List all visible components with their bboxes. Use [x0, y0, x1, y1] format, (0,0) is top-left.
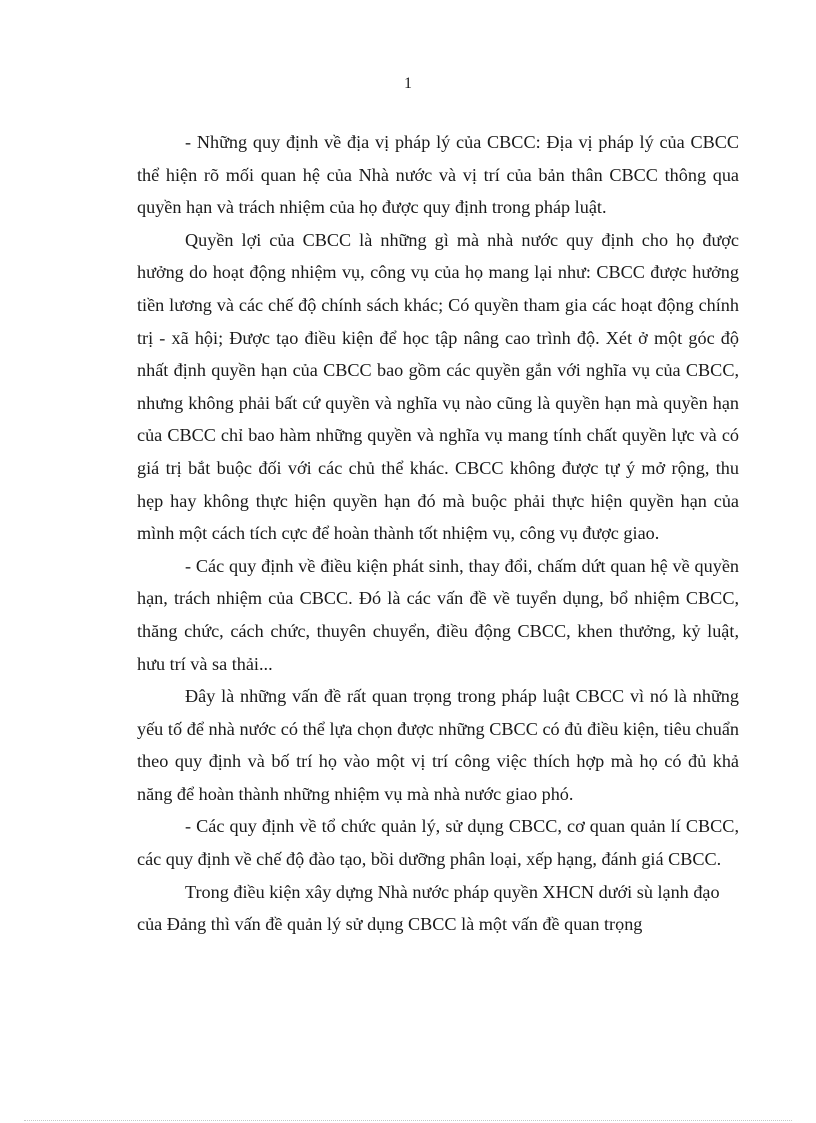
page-number: 1 [404, 75, 412, 92]
paragraph-importance: Đây là những vấn đề rất quan trọng trong pháp luật CBCC vì nó là những yếu tố để nhà nước có thể lựa chọn được những CBCC có đủ điều kiện, tiêu chuẩn theo quy định và bố trí họ vào một vị trí công việc thích hợp mà họ có đủ khả năng để hoàn thành những nhiệm vụ mà nhà nước giao phó. [137, 686, 739, 804]
paragraph-legal-status: - Những quy định về địa vị pháp lý của CBCC: Địa vị pháp lý của CBCC thể hiện rõ mối quan hệ của Nhà nước và vị trí của bản thân CBCC thông qua quyền hạn và trách nhiệm của họ được quy định trong pháp luật. [137, 132, 739, 218]
paragraph-employment-conditions: - Các quy định về điều kiện phát sinh, thay đổi, chấm dứt quan hệ về quyền hạn, trách nhiệm của CBCC. Đó là các vấn đề về tuyển dụng, bổ nhiệm CBCC, thăng chức, cách chức, thuyên chuyển, điều động CBCC, khen thưởng, kỷ luật, hưu trí và sa thải... [137, 555, 739, 674]
paragraph-management: - Các quy định về tổ chức quản lý, sử dụng CBCC, cơ quan quản lí CBCC, các quy định về chế độ đào tạo, bồi dưỡng phân loại, xếp hạng, đánh giá CBCC. [137, 816, 739, 870]
document-body [137, 126, 739, 941]
paragraph-context: Trong điều kiện xây dựng Nhà nước pháp quyền XHCN dưới sù lạnh đạo của Đảng thì vấn đề quản lý sử dụng CBCC là một vấn đề quan trọng [137, 881, 720, 935]
paragraph-rights: Quyền lợi của CBCC là những gì mà nhà nước quy định cho họ được hưởng do hoạt động nhiệm vụ, công vụ của họ mang lại như: CBCC được hưởng tiền lương và các chế độ chính sách khác; Có quyền tham gia các hoạt động chính trị - xã hội; Được tạo điều kiện để học tập nâng cao trình độ. Xét ở một góc độ nhất định quyền hạn của CBCC bao gồm các quyền gắn với nghĩa vụ của CBCC, nhưng không phải bất cứ quyền và nghĩa vụ nào cũng là quyền hạn mà quyền hạn của CBCC chỉ bao hàm những quyền và nghĩa vụ mang tính chất quyền lực và có giá trị bắt buộc đối với các chủ thể khác. CBCC không được tự ý mở rộng, thu hẹp hay không thực hiện quyền hạn đó mà buộc phải thực hiện quyền hạn của mình một cách tích cực để hoàn thành tốt nhiệm vụ, công vụ được giao. [137, 229, 739, 544]
page-bottom-rule [24, 1120, 792, 1121]
